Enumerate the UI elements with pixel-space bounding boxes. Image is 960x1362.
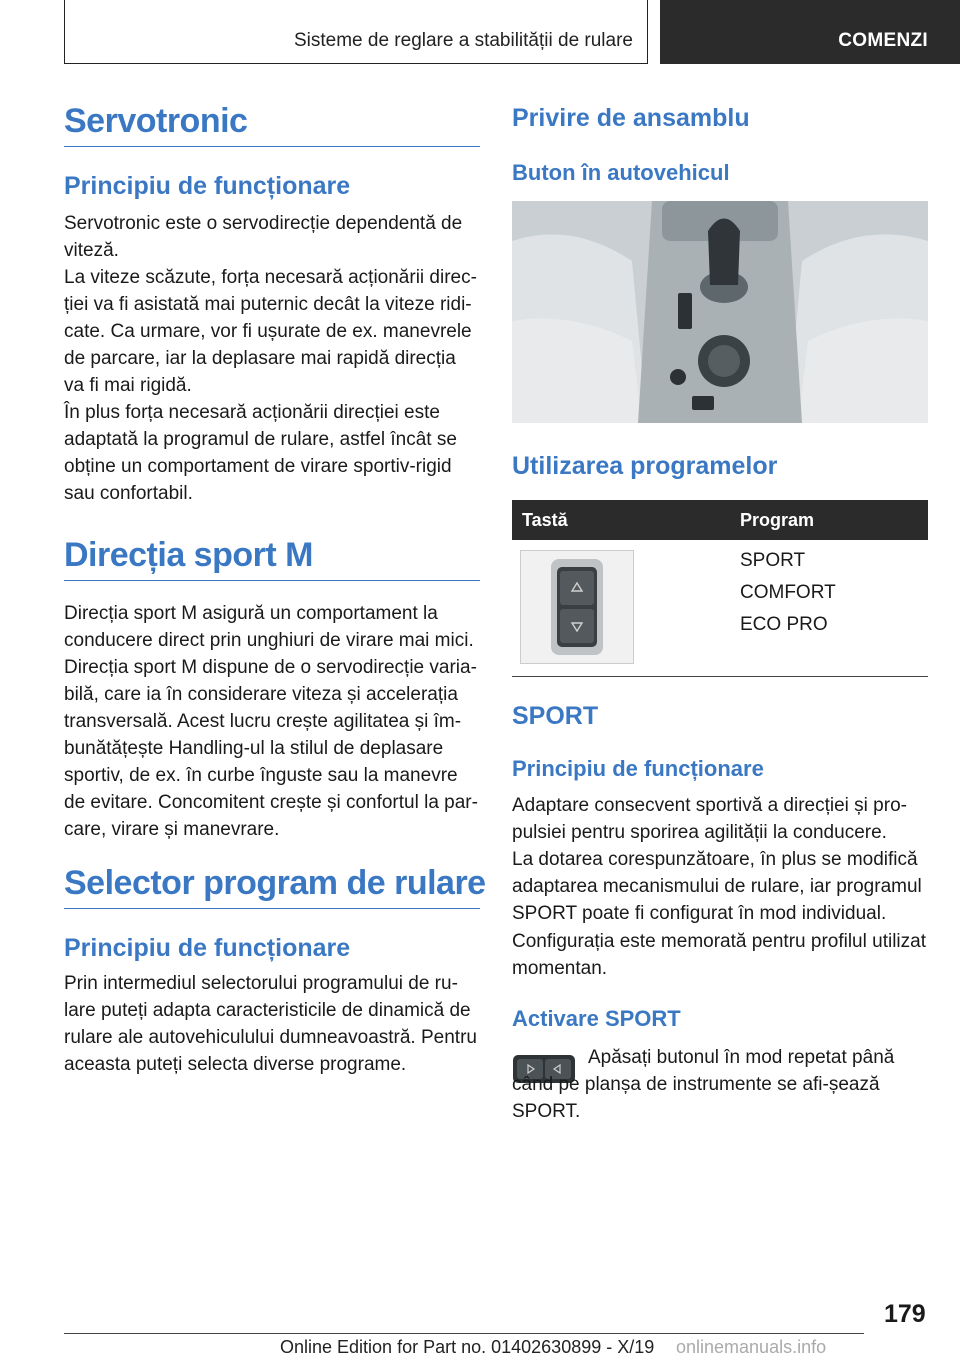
sport-paragraph-2: La dotarea corespunzătoare, în plus se modifică adaptarea mecanismului de rulare, iar programul SPORT poate fi configurat în mod individual. xyxy=(512,849,922,924)
overview-title: Privire de ansamblu xyxy=(512,104,750,132)
header-tab xyxy=(660,0,960,64)
table-header-program: Program xyxy=(740,510,815,530)
selector-paragraph: Prin intermediul selectorului programului de ru-lare puteți adapta caracteristicile de dinamică de rulare ale autovehiculului dumneavoastră. Pentru aceasta puteți selecta diverse programe. xyxy=(64,973,477,1075)
header-tab-label: COMENZI xyxy=(838,30,928,51)
usage-title: Utilizarea programelor xyxy=(512,452,778,480)
header-section-box xyxy=(64,0,648,64)
program-eco-pro: ECO PRO xyxy=(740,614,828,635)
sport-subtitle: Principiu de funcționare xyxy=(512,756,764,781)
sport-m-title: Direcția sport M xyxy=(64,536,313,574)
footer-watermark: onlinemanuals.info xyxy=(676,1337,827,1357)
servotronic-paragraph-3: În plus forța necesară acționării direcției este adaptată la programul de rulare, astfel încât se obține un comportament de virare sportiv-rigid sau confortabil. xyxy=(64,402,457,504)
selector-subtitle: Principiu de funcționare xyxy=(64,934,351,962)
programs-table-header xyxy=(512,500,928,540)
servotronic-paragraph-1: Servotronic este o servodirecție dependentă de viteză. xyxy=(64,213,463,261)
table-header-key: Tastă xyxy=(522,510,568,530)
drive-mode-switch-image xyxy=(520,550,634,664)
servotronic-title: Servotronic xyxy=(64,102,248,140)
sport-paragraph-1: Adaptare consecvent sportivă a direcției și pro-pulsiei pentru sporirea agilității la conducere. xyxy=(512,795,907,843)
activate-sport-text: Apăsați butonul în mod repetat până când pe planșa de instrumente se afi-șează SPORT. xyxy=(512,1047,895,1122)
footer-rule xyxy=(64,1333,864,1334)
servotronic-subtitle: Principiu de funcționare xyxy=(64,172,351,200)
sport-m-paragraph: Direcția sport M asigură un comportament la conducere direct prin unghiuri de virare mai mici. Direcția sport M dispune de o servodirecție varia-bilă, care ia în considerare viteza și accelerația transversală. Acest lucru crește agilitatea și îm-bunătățește Handling-ul la stilul de deplasare sportiv, de ex. în curbe înguste sau la manevre de evitare. Concomitent crește și confortul la par-care, virare și manevrare. xyxy=(64,603,478,840)
overview-subtitle: Buton în autovehicul xyxy=(512,160,730,185)
activate-sport-title: Activare SPORT xyxy=(512,1006,681,1031)
sport-paragraph-3: Configurația este memorată pentru profilul utilizat momentan. xyxy=(512,931,926,979)
section-rule xyxy=(64,580,480,581)
program-sport: SPORT xyxy=(740,550,806,571)
sport-title: SPORT xyxy=(512,702,599,730)
section-rule xyxy=(64,146,480,147)
table-bottom-rule xyxy=(512,676,928,677)
center-console-photo xyxy=(512,201,928,423)
program-comfort: COMFORT xyxy=(740,582,836,603)
footer-edition: Online Edition for Part no. 01402630899 - X/19 xyxy=(280,1337,655,1357)
selector-title: Selector program de rulare xyxy=(64,864,486,902)
section-rule xyxy=(64,908,480,909)
servotronic-paragraph-2: La viteze scăzute, forța necesară acționării direc-ției va fi asistată mai puternic decât la viteze ridi-cate. Ca urmare, vor fi ușurate de ex. manevrele de parcare, iar la deplasare mai rapidă direcția va fi mai rigidă. xyxy=(64,267,477,396)
page-number: 179 xyxy=(884,1300,926,1328)
header-section-title: Sisteme de reglare a stabilității de rulare xyxy=(293,30,633,51)
